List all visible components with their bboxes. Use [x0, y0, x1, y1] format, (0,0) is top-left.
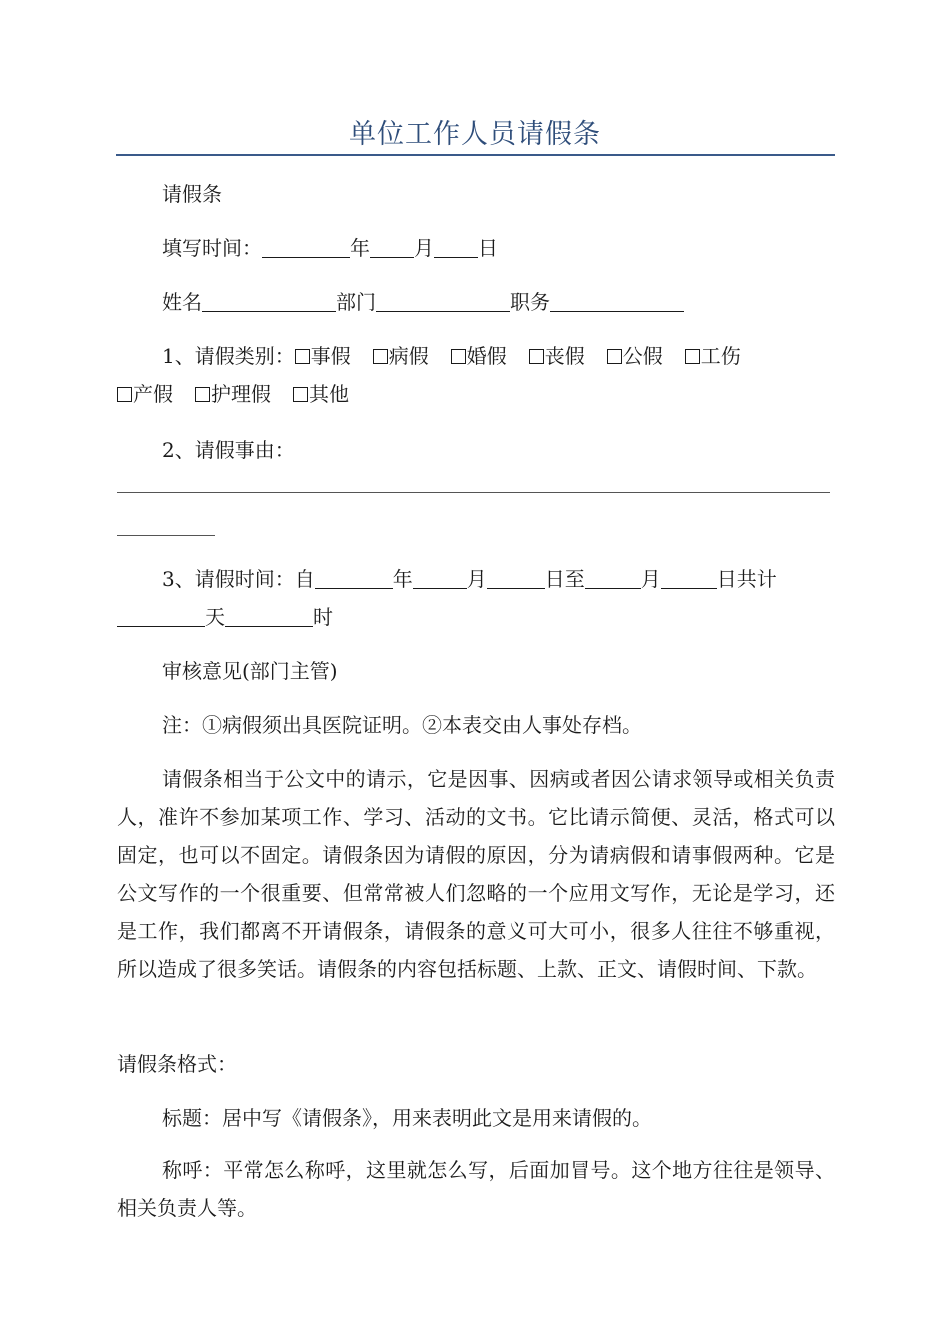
dept-field[interactable]: [376, 291, 510, 312]
option-label: 产假: [133, 382, 173, 406]
option-label: 婚假: [466, 344, 507, 368]
fill-date-label: 填写时间：: [162, 236, 262, 260]
period-label: 3、请假时间：: [162, 567, 295, 591]
period-from: 自: [294, 567, 315, 591]
checkbox-hulijia[interactable]: [195, 387, 210, 402]
fill-year-field[interactable]: [262, 237, 350, 258]
hours-field[interactable]: [225, 606, 313, 627]
period-day-field[interactable]: [487, 568, 545, 589]
category-line-1: [117, 337, 880, 375]
category-line-2: [117, 375, 835, 413]
format-heading: 请假条格式：: [117, 1052, 237, 1076]
fill-month-field[interactable]: [370, 237, 414, 258]
title-underline: [116, 154, 835, 156]
person-info-line: [117, 283, 880, 321]
salutation-rule-paragraph: 称呼：平常怎么称呼，这里就怎么写，后面加冒号。这个地方往往是领导、相关负责人等。: [117, 1158, 835, 1220]
checkbox-gongshang[interactable]: [685, 349, 700, 364]
period-year-field[interactable]: [315, 568, 393, 589]
reason-label: 2、请假事由：: [162, 438, 295, 462]
reason-field-line[interactable]: [117, 535, 215, 536]
period-line-1: [117, 560, 880, 598]
period-year-label: 年: [392, 567, 413, 591]
checkbox-hunjia[interactable]: [451, 349, 466, 364]
position-field[interactable]: [550, 291, 684, 312]
fill-month-label: 月: [414, 236, 434, 260]
position-label: 职务: [510, 290, 550, 314]
period-month2-field[interactable]: [585, 568, 641, 589]
reason-field-line[interactable]: [117, 492, 830, 493]
dept-label: 部门: [336, 290, 376, 314]
fill-date-line: [117, 229, 880, 267]
option-label: 护理假: [211, 382, 271, 406]
form-heading: 请假条: [162, 182, 222, 206]
period-dayto-label: 日至: [544, 567, 585, 591]
fill-year-label: 年: [350, 236, 370, 260]
fill-day-field[interactable]: [434, 237, 478, 258]
checkbox-shijia[interactable]: [295, 349, 310, 364]
period-month2-label: 月: [640, 567, 661, 591]
option-label: 病假: [388, 344, 429, 368]
title-rule-paragraph: 标题：居中写《请假条》，用来表明此文是用来请假的。: [162, 1106, 652, 1130]
note-text: 注：①病假须出具医院证明。②本表交由人事处存档。: [162, 713, 642, 737]
review-label: 审核意见(部门主管): [162, 659, 338, 683]
category-label: 1、请假类别：: [162, 344, 295, 368]
period-line-2: [117, 598, 835, 636]
document-title: 单位工作人员请假条: [349, 119, 601, 150]
option-label: 事假: [310, 344, 351, 368]
name-field[interactable]: [202, 291, 336, 312]
period-day2-field[interactable]: [661, 568, 717, 589]
days-label: 天: [205, 605, 225, 629]
checkbox-sangjia[interactable]: [529, 349, 544, 364]
period-month-field[interactable]: [413, 568, 467, 589]
checkbox-bingjia[interactable]: [373, 349, 388, 364]
option-label: 工伤: [700, 344, 741, 368]
period-month-label: 月: [466, 567, 487, 591]
option-label: 丧假: [544, 344, 585, 368]
checkbox-chanjia[interactable]: [117, 387, 132, 402]
name-label: 姓名: [162, 290, 202, 314]
hours-label: 时: [313, 605, 333, 629]
option-label: 公假: [622, 344, 663, 368]
period-total-label: 日共计: [716, 567, 777, 591]
checkbox-qita[interactable]: [293, 387, 308, 402]
option-label: 其他: [309, 382, 349, 406]
days-field[interactable]: [117, 606, 205, 627]
checkbox-gongjia[interactable]: [607, 349, 622, 364]
intro-paragraph: 请假条相当于公文中的请示，它是因事、因病或者因公请求领导或相关负责人，准许不参加某项工作、学习、活动的文书。它比请示简便、灵活，格式可以固定，也可以不固定。请假条因为请假的原因，分为请病假和请事假两种。它是公文写作的一个很重要、但常常被人们忽略的一个应用文写作，无论是学习，还是工作，我们都离不开请假条，请假条的意义可大可小，很多人往往不够重视，所以造成了很多笑话。请假条的内容包括标题、上款、正文、请假时间、下款。: [117, 767, 835, 981]
fill-day-label: 日: [478, 236, 498, 260]
